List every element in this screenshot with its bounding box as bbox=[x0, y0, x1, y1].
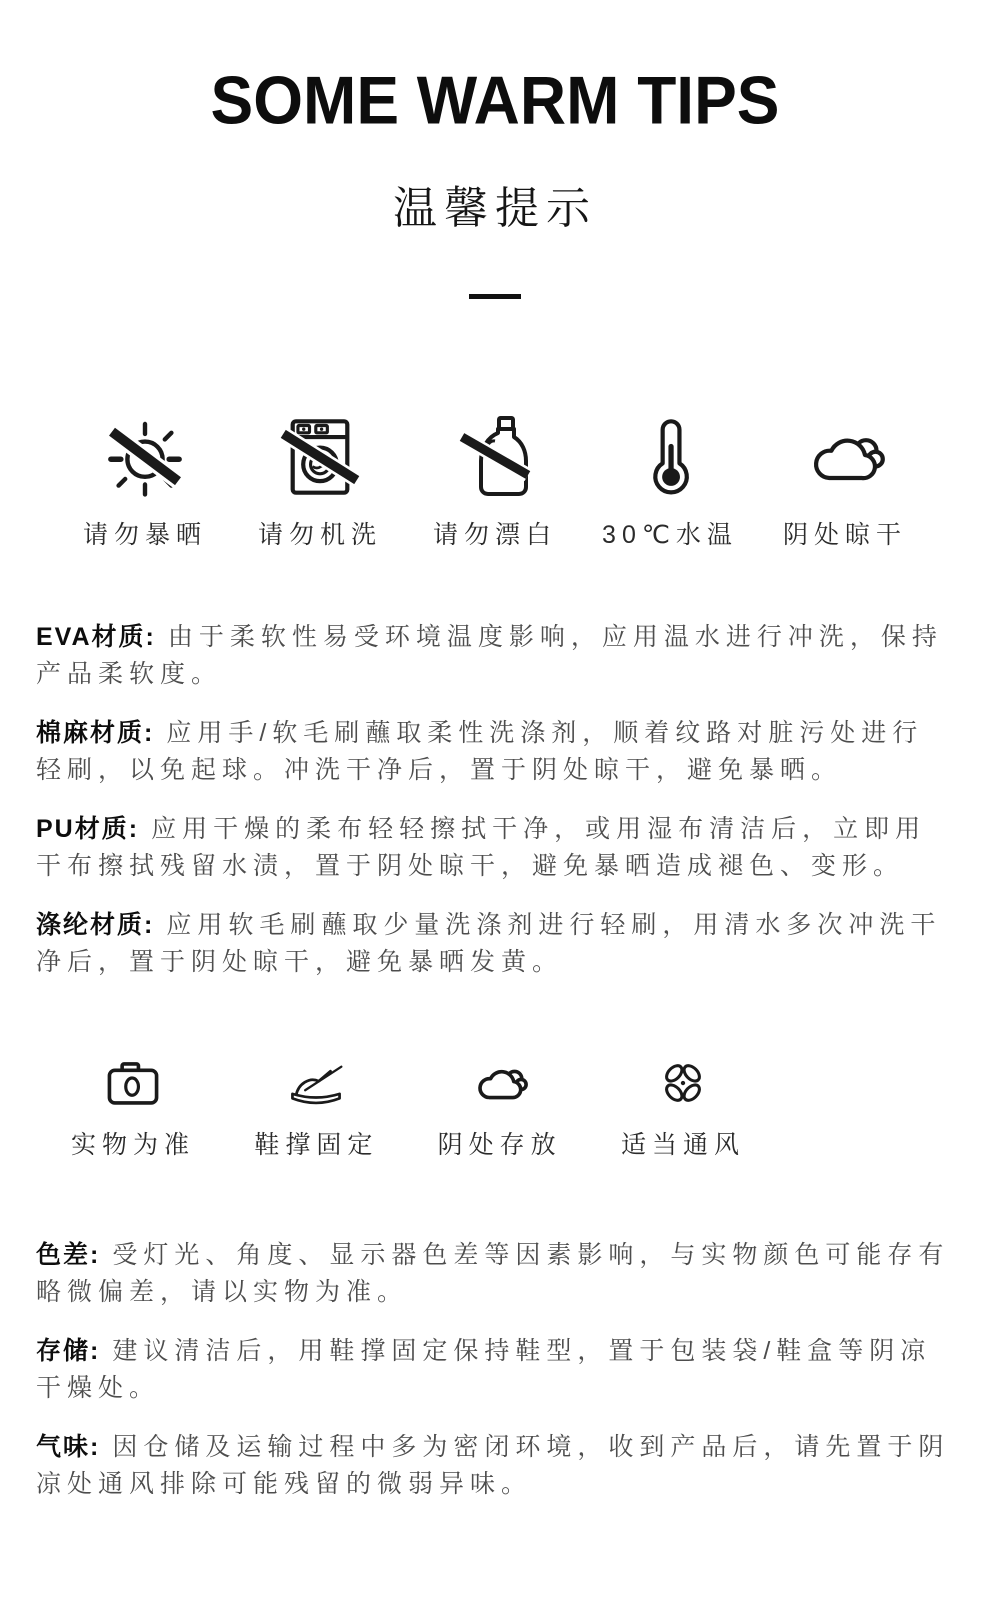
camera-icon bbox=[104, 1053, 162, 1113]
tip-text: 因仓储及运输过程中多为密闭环境，收到产品后，请先置于阴凉处通风排除可能残留的微弱异味。 bbox=[36, 1433, 950, 1498]
care-item-label: 请勿机洗 bbox=[257, 521, 382, 549]
care-item-no-bleach bbox=[420, 411, 570, 551]
care-item-label: 30℃水温 bbox=[602, 521, 738, 549]
tip-label: PU材质: bbox=[36, 815, 140, 843]
tip-storage bbox=[36, 1333, 954, 1407]
tip-color-difference bbox=[36, 1237, 954, 1311]
tip-label: 气味: bbox=[36, 1433, 101, 1461]
page-title: SOME WARM TIPS bbox=[210, 61, 780, 139]
cloud-icon bbox=[471, 1053, 529, 1113]
tip-odor bbox=[36, 1429, 954, 1503]
cloud-icon bbox=[803, 411, 887, 503]
tip-label: 存储: bbox=[36, 1337, 101, 1365]
storage-item-label: 鞋撑固定 bbox=[254, 1131, 379, 1159]
page-subtitle: 温馨提示 bbox=[393, 184, 597, 233]
no-sun-icon bbox=[101, 411, 189, 503]
no-machine-wash-icon bbox=[278, 411, 362, 503]
divider bbox=[469, 294, 521, 299]
tip-pu bbox=[36, 811, 954, 885]
storage-icon-row bbox=[58, 1053, 758, 1161]
tip-label: 色差: bbox=[36, 1241, 101, 1269]
storage-item-shoe-tree bbox=[241, 1053, 391, 1161]
tip-cotton-linen bbox=[36, 715, 954, 789]
thermometer-icon bbox=[628, 411, 712, 503]
care-icon-row bbox=[70, 411, 920, 551]
care-item-no-machine-wash bbox=[245, 411, 395, 551]
storage-item-actual-product bbox=[58, 1053, 208, 1161]
care-item-no-sun bbox=[70, 411, 220, 551]
no-bleach-icon bbox=[455, 411, 535, 503]
material-tips-section bbox=[36, 619, 954, 981]
storage-item-label: 阴处存放 bbox=[437, 1131, 562, 1159]
tip-text: 应用软毛刷蘸取少量洗涤剂进行轻刷，用清水多次冲洗干净后，置于阴处晾干，避免暴晒发黄。 bbox=[36, 911, 942, 976]
tip-text: 由于柔软性易受环境温度影响，应用温水进行冲洗，保持产品柔软度。 bbox=[36, 623, 943, 688]
care-item-dry-in-shade bbox=[770, 411, 920, 551]
care-item-label: 请勿漂白 bbox=[432, 521, 557, 549]
tip-text: 受灯光、角度、显示器色差等因素影响，与实物颜色可能存有略微偏差，请以实物为准。 bbox=[36, 1241, 950, 1306]
general-tips-section bbox=[36, 1237, 954, 1503]
tip-label: 涤纶材质: bbox=[36, 911, 155, 939]
warm-tips-page bbox=[0, 61, 990, 1503]
care-item-label: 请勿暴晒 bbox=[82, 521, 207, 549]
fan-icon bbox=[655, 1053, 711, 1113]
storage-item-label: 实物为准 bbox=[70, 1131, 195, 1159]
tip-label: 棉麻材质: bbox=[36, 719, 155, 747]
sandal-icon bbox=[285, 1053, 347, 1113]
tip-label: EVA材质: bbox=[36, 623, 156, 651]
storage-item-ventilation bbox=[608, 1053, 758, 1161]
tip-text: 应用手/软毛刷蘸取柔性洗涤剂，顺着纹路对脏污处进行轻刷，以免起球。冲洗干净后，置于阴处晾干，避免暴晒。 bbox=[36, 719, 924, 784]
care-item-water-temp bbox=[595, 411, 745, 551]
tip-eva bbox=[36, 619, 954, 693]
storage-item-label: 适当通风 bbox=[620, 1131, 745, 1159]
tip-text: 建议清洁后，用鞋撑固定保持鞋型，置于包装袋/鞋盒等阴凉干燥处。 bbox=[36, 1337, 932, 1402]
tip-polyester bbox=[36, 907, 954, 981]
care-item-label: 阴处晾干 bbox=[782, 521, 907, 549]
storage-item-shade-storage bbox=[425, 1053, 575, 1161]
tip-text: 应用干燥的柔布轻轻擦拭干净，或用湿布清洁后，立即用干布擦拭残留水渍，置于阴处晾干，避免暴晒造成褪色、变形。 bbox=[36, 815, 927, 880]
